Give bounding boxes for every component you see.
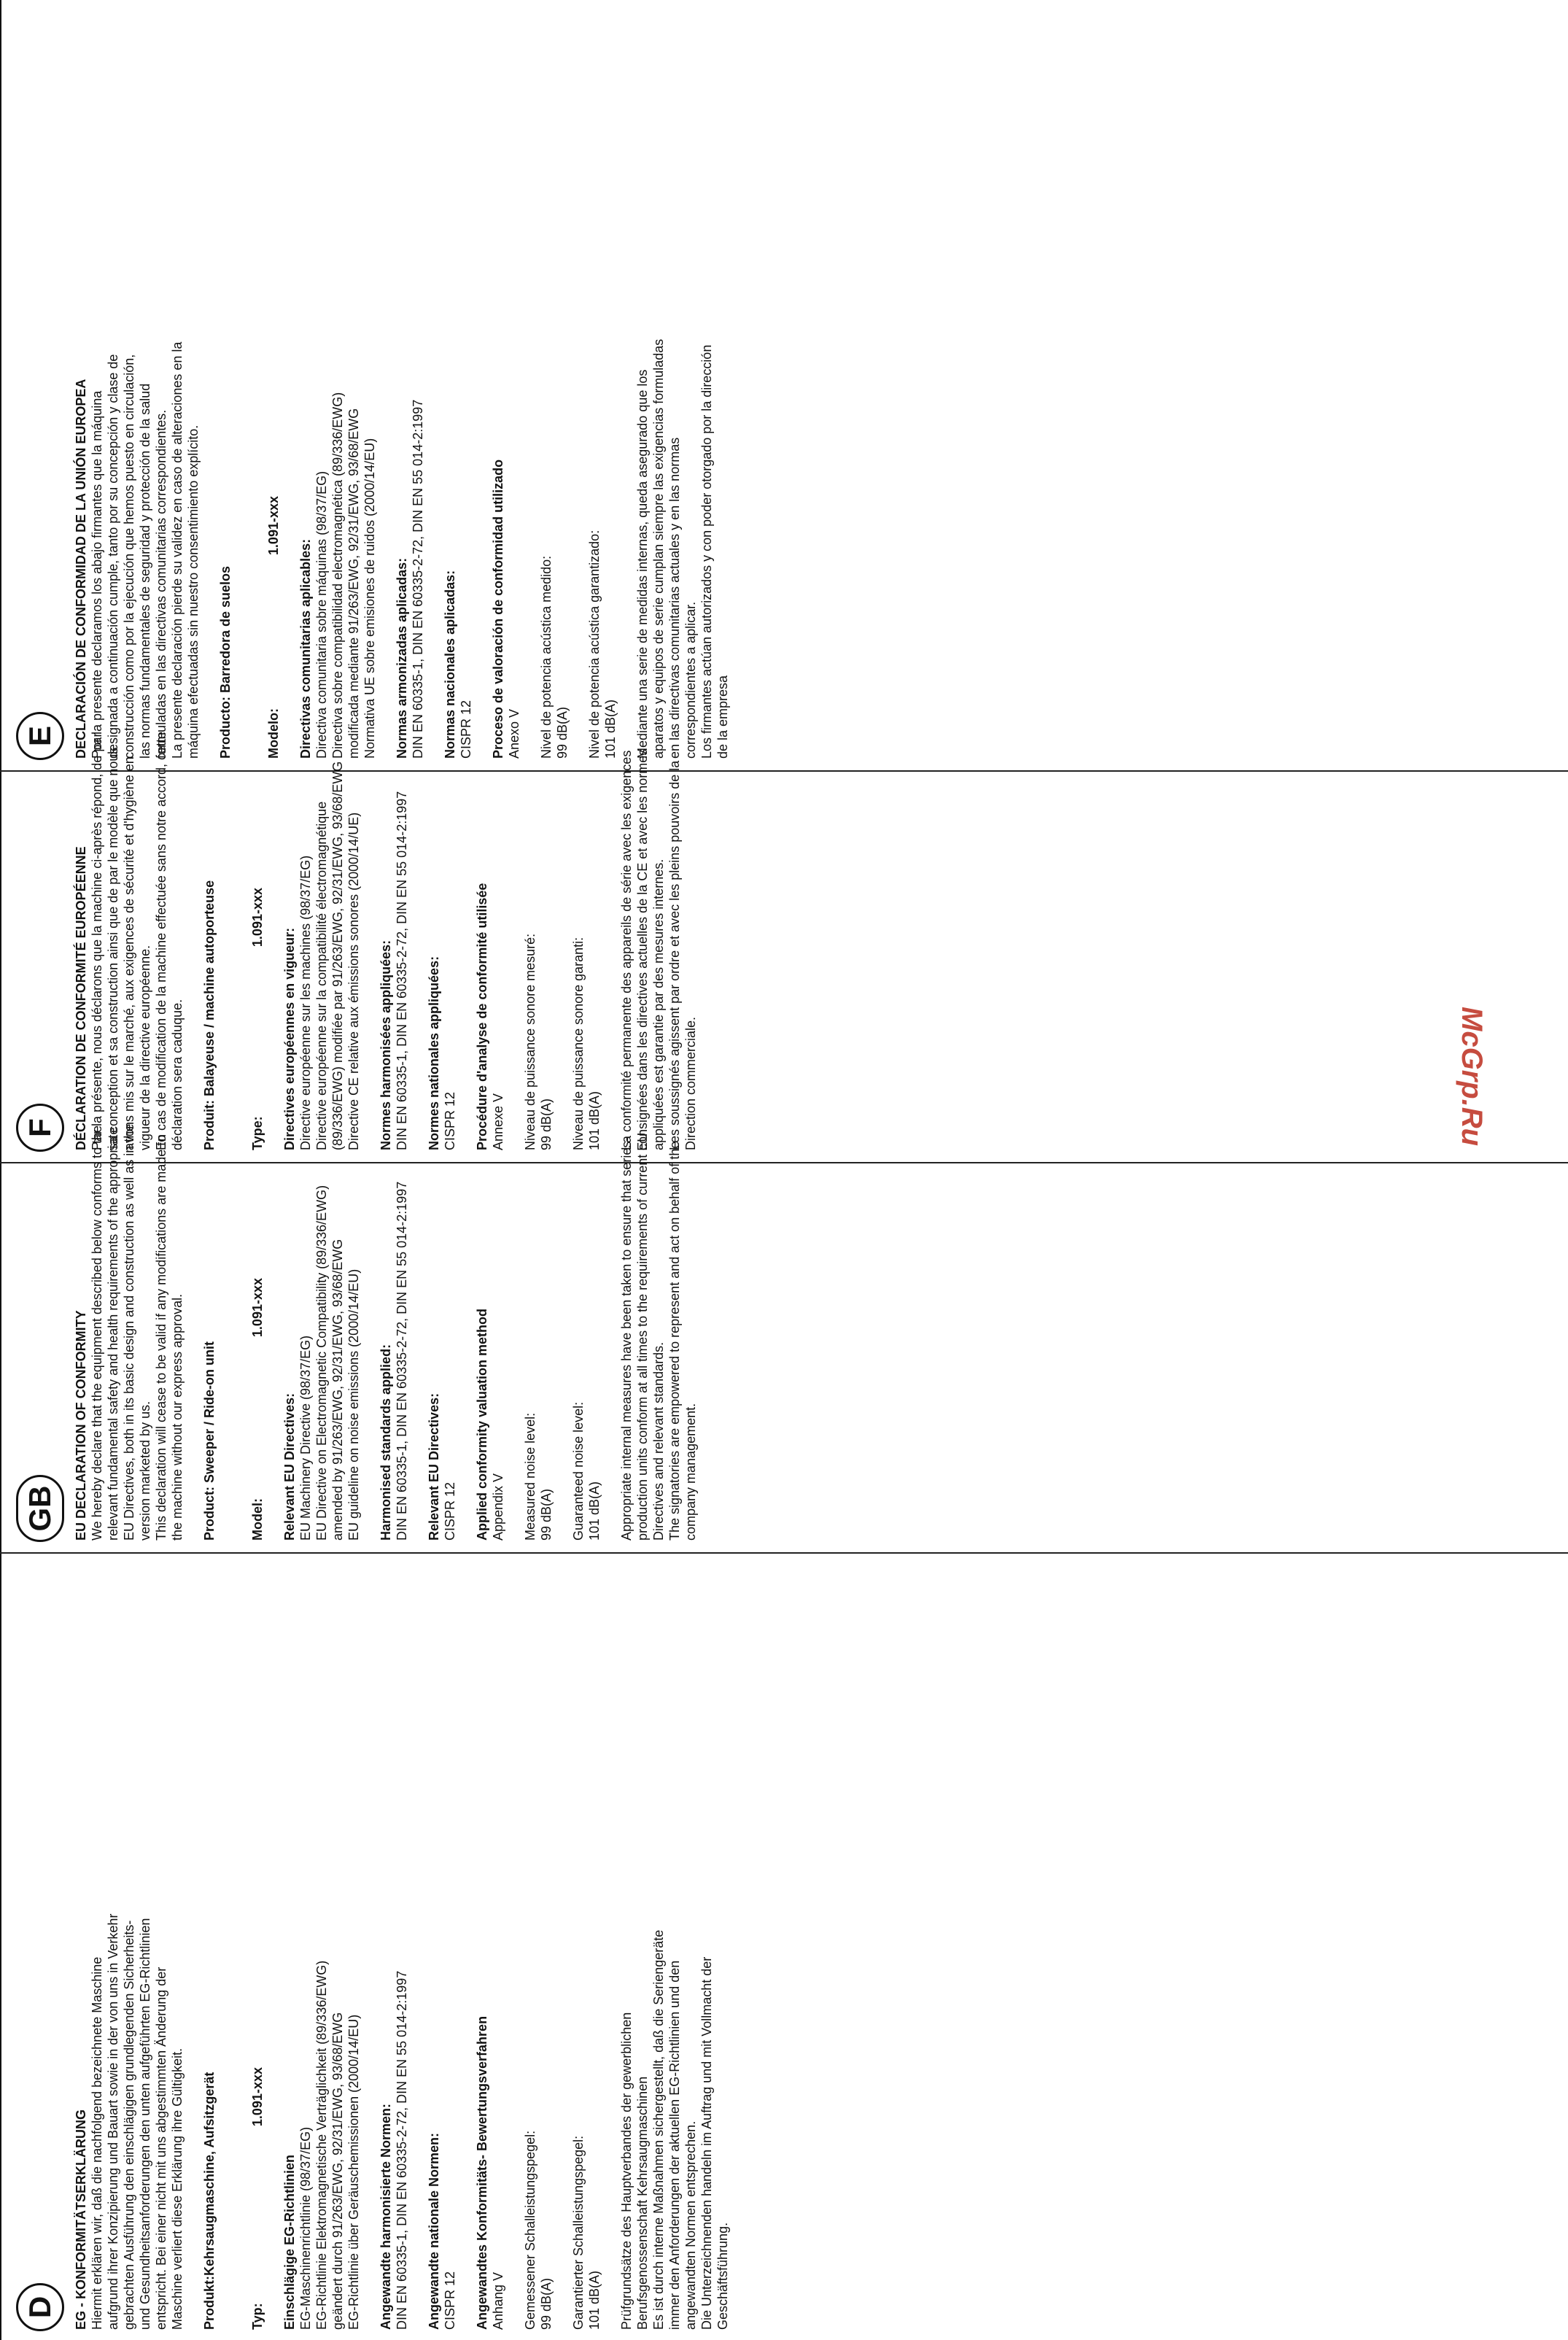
closing-line: Les soussignés agissent par ordre et avec les pleins pouvoirs de la [667,760,682,1150]
measured-noise-value: 99 dB(A) [539,2277,554,2330]
language-badge-gb: GB [16,1475,64,1542]
section-es [16,3,877,769]
directive-line: amended by 91/263/EWG, 92/31/EWG, 93/68/EWG [330,1239,345,1541]
directive-line: (89/336/EWG) modifiée par 91/263/EWG, 92/31/EWG, 93/68/EWG [330,761,345,1150]
national-heading: Angewandte nationale Normen: [427,2132,441,2330]
column-separator-1 [0,1552,1568,1554]
product-name: Produit: Balayeuse / machine autoporteuse [202,880,217,1150]
national-standards: CISPR 12 [459,700,473,759]
intro-line: formuladas en las directivas comunitarias correspondientes. [154,409,168,759]
intro-line: Maschine verliert diese Erklärung ihre Gültigkeit. [170,2048,185,2330]
directive-line: EU Directive on Electromagnetic Compatibility (89/336/EWG) [314,1185,329,1541]
national-standards: CISPR 12 [443,1481,457,1541]
directive-line: modificada mediante 91/263/EWG, 92/31/EWG, 93/68/EWG [346,408,361,759]
harmonised-heading: Harmonised standards applied: [379,1344,393,1541]
closing-line: correspondientes a aplicar. [683,601,698,759]
closing-line: en las directivas comunitarias actuales y en las normas [667,437,682,759]
method-heading: Procédure d'analyse de conformité utilisée [475,883,489,1150]
type-row [249,1278,265,1541]
language-badge-de: D [16,2283,64,2331]
type-value: 1.091-xxx [266,496,281,556]
guaranteed-noise-value: 101 dB(A) [603,699,618,759]
intro-line: construcción como por la ejecución que hemos puesto en circulación, [122,354,136,759]
method-value: Anhang V [491,2271,505,2330]
intro-line: Par la présente, nous déclarons que la machine ci-après répond, de par [90,732,104,1150]
measured-noise-value: 99 dB(A) [555,706,570,759]
declaration-title: EG - KONFORMITÄTSERKLÄRUNG [74,2110,88,2330]
product-name: Producto: Barredora de suelos [218,565,233,759]
closing-line: Prüfgrundsätze des Hauptverbandes der gewerblichen [619,2012,634,2330]
national-heading: Relevant EU Directives: [427,1392,441,1541]
intro-line: vigueur de la directive européenne. [138,945,152,1150]
harmonised-standards: DIN EN 60335-1, DIN EN 60335-2-72, DIN EN 55 014-2:1997 [395,791,409,1150]
closing-line: Berufsgenossenschaft Kehrsaugmaschinen [635,2076,650,2330]
intro-line: version marketed by us. [138,1400,152,1541]
intro-line: déclaration sera caduque. [170,999,185,1150]
directive-line: Directive CE relative aux émissions sonores (2000/14/UE) [346,812,361,1150]
type-label: Model: [250,1498,265,1541]
guaranteed-noise-value: 101 dB(A) [587,2270,602,2330]
declaration-text-de [73,1570,731,2330]
product-name: Produkt:Kehrsaugmaschine, Aufsitzgerät [202,2072,217,2330]
intro-line: La presente declaración pierde su validez en caso de alteraciones en la [170,341,185,759]
intro-line: gebrachten Ausführung den einschlägigen grundlegenden Sicherheits- [122,1920,136,2330]
directive-line: Directiva sobre compatibilidad electromagnética (89/336/EWG) [330,392,345,759]
intro-line: designada a continuación cumple, tanto por su concepción y clase de [106,354,120,759]
closing-line: The signatories are empowered to represent and act on behalf of the [667,1141,682,1541]
measured-noise-value: 99 dB(A) [539,1488,554,1541]
harmonised-heading: Normas armonizadas aplicadas: [395,557,409,759]
guaranteed-noise-value: 101 dB(A) [587,1090,602,1150]
directive-line: EG-Richtlinie Elektromagnetische Verträglichkeit (89/336/EWG) [314,1960,329,2330]
closing-line: aparatos y equipos de serie cumplan siempre las exigencias formuladas [651,338,666,759]
measured-noise-label: Niveau de puissance sonore mesuré: [523,933,537,1150]
directives-heading: Directivas comunitarias aplicables: [298,538,313,759]
measured-noise-label: Nivel de potencia acústica medido: [539,555,554,759]
directive-line: EG-Richtlinie über Geräuschemissionen (2000/14/EU) [346,2014,361,2330]
national-standards: CISPR 12 [443,2271,457,2330]
directives-heading: Relevant EU Directives: [282,1392,297,1541]
measured-noise-value: 99 dB(A) [539,1098,554,1150]
closing-line: Direction commerciale. [683,1016,698,1150]
closing-line: La conformité permanente des appareils de série avec les exigences [619,750,634,1150]
method-heading: Applied conformity valuation method [475,1308,489,1541]
column-separator-2 [0,1162,1568,1163]
type-value: 1.091-xxx [250,1278,265,1338]
closing-line: immer den Anforderungen der aktuellen EG-Richtlinien und den [667,1960,682,2330]
method-value: Appendix V [491,1473,505,1541]
closing-line: angewandten Normen entsprechen. [683,2120,698,2330]
top-rule [0,0,1,2340]
column-separator-3 [0,770,1568,772]
national-heading: Normas nacionales aplicadas: [443,570,457,759]
method-heading: Proceso de valoración de conformidad utilizado [491,459,505,759]
method-value: Anexo V [507,708,521,759]
type-row [249,888,265,1150]
closing-line: Mediante una serie de medidas internas, queda asegurado que los [635,369,650,759]
intro-line: This declaration will cease to be valid if any modifications are made to [154,1134,168,1541]
directive-line: EG-Maschinenrichtlinie (98/37/EG) [298,2126,313,2330]
type-label: Modelo: [266,708,281,759]
harmonised-standards: DIN EN 60335-1, DIN EN 60335-2-72, DIN EN 55 014-2:1997 [395,1181,409,1541]
directive-line: EU Machinery Directive (98/37/EG) [298,1335,313,1541]
intro-line: und Gesundheitsanforderungen den unten aufgeführten EG-Richtlinien [138,1918,152,2330]
national-standards: CISPR 12 [443,1091,457,1150]
type-label: Typ: [250,2303,265,2330]
intro-line: relevant fundamental safety and health requirements of the appropriate [106,1127,120,1541]
watermark-text: McGrp.Ru [1456,1007,1488,1147]
national-heading: Normes nationales appliquées: [427,956,441,1150]
harmonised-heading: Normes harmonisées appliquées: [379,940,393,1150]
closing-line: consignées dans les directives actuelles de la CE et avec les normes [635,748,650,1150]
type-label: Type: [250,1116,265,1150]
intro-line: Hiermit erklären wir, daß die nachfolgend bezeichnete Maschine [90,1956,104,2330]
intro-line: avons mis sur le marché, aux exigences de sécurité et d'hygiène en [122,756,136,1150]
measured-noise-label: Gemessener Schalleistungspegel: [523,2130,537,2330]
directive-line: Normativa UE sobre emisiones de ruidos (2000/14/EU) [362,438,377,759]
closing-line: production units conform at all times to the requirements of current EU [635,1132,650,1541]
intro-line: sa conception et sa construction ainsi que de par le modèle que nous [106,747,120,1150]
section-de [16,1570,877,2340]
type-value: 1.091-xxx [250,888,265,948]
closing-line: Los firmantes actúan autorizados y con poder otorgado por la dirección [699,344,714,759]
intro-line: aufgrund ihrer Konzipierung und Bauart sowie in der von uns in Verkehr [106,1913,120,2330]
product-name: Product: Sweeper / Ride-on unit [202,1341,217,1541]
intro-line: las normas fundamentales de seguridad y protección de la salud [138,383,152,759]
guaranteed-noise-label: Guaranteed noise level: [571,1401,586,1541]
declaration-text-es [73,3,731,759]
method-heading: Angewandtes Konformitäts- Bewertungsverfahren [475,2015,489,2330]
closing-line: Geschäftsführung. [715,2222,730,2330]
harmonised-standards: DIN EN 60335-1, DIN EN 60335-2-72, DIN EN 55 014-2:1997 [411,399,425,759]
intro-line: máquina efectuadas sin nuestro consentimiento explícito. [186,425,201,759]
closing-line: company management. [683,1403,698,1541]
directive-line: Directive européenne sur la compatibilité électromagnétique [314,801,329,1150]
type-row [265,496,282,759]
closing-line: Appropriate internal measures have been taken to ensure that series- [619,1136,634,1541]
declaration-title: EU DECLARATION OF CONFORMITY [74,1310,88,1541]
guaranteed-noise-label: Niveau de puissance sonore garanti: [571,937,586,1150]
closing-line: Die Unterzeichnenden handeln im Auftrag und mit Vollmacht der [699,1956,714,2330]
directive-line: geändert durch 91/263/EWG, 92/31/EWG, 93/68/EWG [330,2012,345,2330]
language-badge-es: E [16,712,64,760]
measured-noise-label: Measured noise level: [523,1412,537,1541]
directives-heading: Einschlägige EG-Richtlinien [282,2154,297,2330]
guaranteed-noise-label: Garantierter Schalleistungspegel: [571,2135,586,2330]
intro-line: EU Directives, both in its basic design and construction as well as in the [122,1123,136,1541]
type-value: 1.091-xxx [250,2067,265,2127]
guaranteed-noise-value: 101 dB(A) [587,1481,602,1541]
directive-line: Directiva comunitaria sobre máquinas (98/37/EG) [314,470,329,759]
intro-line: We hereby declare that the equipment described below conforms to the [90,1126,104,1541]
method-value: Annexe V [491,1093,505,1150]
intro-line: En cas de modification de la machine effectuée sans notre accord, cette [154,731,168,1150]
type-row [249,2067,265,2330]
harmonised-heading: Angewandte harmonisierte Normen: [379,2103,393,2330]
closing-line: Es ist durch interne Maßnahmen sichergestellt, daß die Seriengeräte [651,1929,666,2330]
intro-line: entspricht. Bei einer nicht mit uns abgestimmten Änderung der [154,1967,168,2330]
closing-line: de la empresa [715,675,730,759]
directive-line: EU guideline on noise emissions (2000/14/EU) [346,1268,361,1541]
harmonised-standards: DIN EN 60335-1, DIN EN 60335-2-72, DIN EN 55 014-2:1997 [395,1970,409,2330]
directive-line: Directive européenne sur les machines (98/37/EG) [298,855,313,1150]
declaration-title: DECLARACIÓN DE CONFORMIDAD DE LA UNIÓN EUROPEA [74,379,88,759]
intro-line: the machine without our express approval. [170,1293,185,1541]
closing-line: Directives and relevant standards. [651,1341,666,1541]
guaranteed-noise-label: Nivel de potencia acústica garantizado: [587,530,602,759]
directives-heading: Directives européennes en vigueur: [282,927,297,1150]
closing-line: appliquées est garantie par des mesures internes. [651,859,666,1150]
language-badge-fr: F [16,1104,64,1152]
declaration-title: DÉCLARATION DE CONFORMITÉ EUROPÉENNE [74,846,88,1150]
intro-line: Por la presente declaramos los abajo firmantes que la máquina [90,390,104,759]
